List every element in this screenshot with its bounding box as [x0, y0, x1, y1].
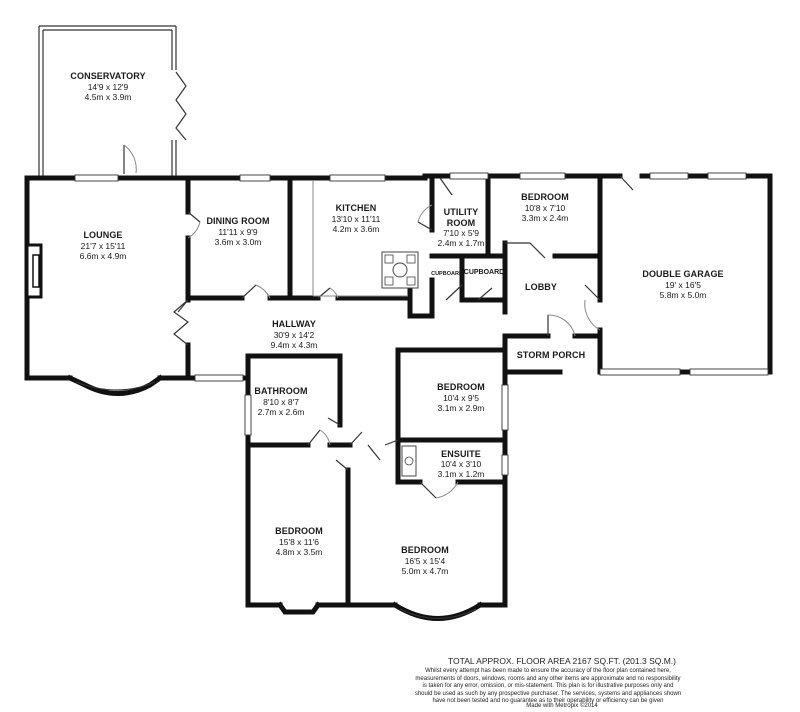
windows [75, 173, 768, 475]
room-metric: 4.8m x 3.5m [275, 547, 323, 557]
disclaimer-text: Whilst every attempt has been made to ensure the accuracy of the floor plan contained here, measurements of doors, windows, rooms and any other items are approximate and no responsibility is taken for any error, omission, or mis-statement. This plan is for illustrative purposes only and should be used as such by any prospective purchaser. The services, systems and appliances shown have not been tested and no guarantee as to their operability or efficiency can be given [414, 668, 682, 705]
room-name: BEDROOM [401, 545, 449, 555]
room-metric: 4.5m x 3.9m [84, 92, 132, 102]
room-name: BEDROOM [275, 526, 323, 536]
room-name: KITCHEN [335, 203, 377, 213]
room-name: BATHROOM [254, 386, 308, 396]
room-metric: 9.4m x 4.3m [270, 340, 318, 350]
room-name-line1: UTILITY [443, 207, 479, 217]
room-metric: 5.0m x 4.7m [401, 566, 449, 576]
room-imperial: 10'4 x 3'10 [440, 459, 482, 469]
room-name-line2: ROOM [446, 218, 476, 228]
room-imperial: 11'11 x 9'9 [218, 227, 258, 237]
room-metric: 3.3m x 2.4m [521, 213, 569, 223]
room-metric: 2.7m x 2.6m [257, 407, 305, 417]
room-imperial: 16'5 x 15'4 [404, 556, 446, 566]
storm-porch-label: STORM PORCH [516, 350, 586, 360]
room-label-bedroom-sw [275, 526, 323, 557]
room-imperial: 13'10 x 11'11 [331, 214, 381, 224]
room-name: CONSERVATORY [70, 71, 146, 81]
room-metric: 2.4m x 1.7m [437, 238, 485, 248]
room-imperial: 30'9 x 14'2 [273, 330, 315, 340]
room-imperial: 10'4 x 9'5 [443, 393, 479, 403]
room-name: HALLWAY [272, 319, 316, 329]
room-label-bathroom [254, 386, 307, 417]
room-label-ensuite [438, 449, 485, 479]
cupboard-label: CUPBOARD [463, 269, 505, 276]
total-floor-area: TOTAL APPROX. FLOOR AREA 2167 SQ.FT. (201.3 SQ.M.) [447, 656, 676, 666]
room-label-bedroom-mid [437, 382, 485, 413]
room-name: BEDROOM [521, 192, 569, 202]
lobby-label: LOBBY [525, 282, 557, 292]
room-metric: 6.6m x 4.9m [79, 251, 127, 261]
room-imperial: 8'10 x 8'7 [263, 397, 299, 407]
room-metric: 5.8m x 5.0m [659, 290, 707, 300]
room-name: LOUNGE [83, 230, 123, 240]
room-name: ENSUITE [441, 449, 481, 459]
room-label-utility [438, 207, 485, 248]
room-label-dining [206, 216, 269, 247]
credit-text: Made with Metropix ©2014 [526, 703, 598, 709]
room-metric: 4.2m x 3.6m [332, 224, 380, 234]
room-metric: 3.6m x 3.0m [214, 237, 262, 247]
room-label-conservatory [70, 71, 145, 102]
room-metric: 3.1m x 1.2m [437, 469, 485, 479]
room-imperial: 7'10 x 5'9 [443, 228, 479, 238]
room-name: DINING ROOM [206, 216, 270, 226]
ensuite-fittings [402, 446, 416, 476]
room-imperial: 21'7 x 15'11 [80, 241, 126, 251]
room-label-hallway [271, 319, 318, 350]
room-imperial: 15'8 x 11'6 [279, 537, 319, 547]
room-label-kitchen [332, 203, 381, 234]
kitchen-fittings [313, 180, 418, 296]
exterior-walls [27, 176, 770, 619]
cupboard-label-small: CUPBOARD [431, 271, 463, 277]
room-label-bedroom-ne [521, 192, 569, 223]
room-imperial: 19' x 16'5 [665, 280, 701, 290]
room-label-bedroom-s [401, 545, 449, 576]
room-label-garage [642, 269, 723, 300]
room-name: DOUBLE GARAGE [642, 269, 724, 279]
room-metric: 3.1m x 2.9m [437, 403, 485, 413]
room-label-lounge [80, 230, 127, 261]
room-imperial: 10'8 x 7'10 [524, 203, 566, 213]
room-imperial: 14'9 x 12'9 [87, 82, 129, 92]
room-name: BEDROOM [437, 382, 485, 392]
